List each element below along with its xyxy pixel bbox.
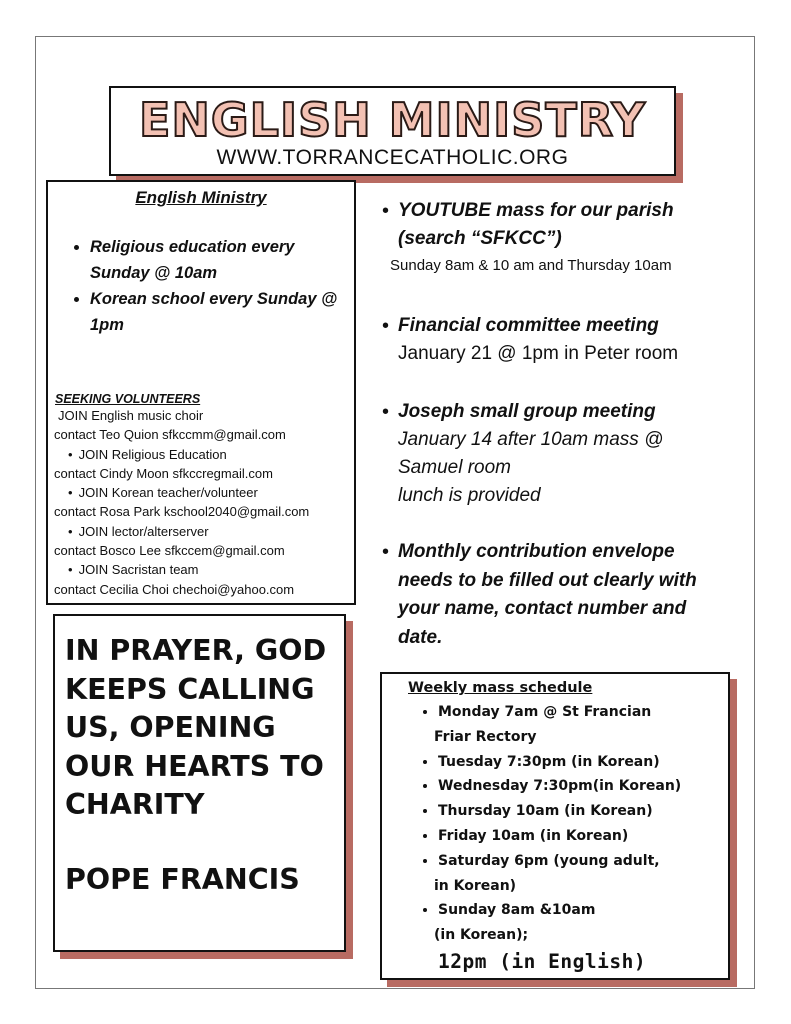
volunteer-line: JOIN English music choir bbox=[58, 408, 204, 423]
announcement-detail: lunch is provided bbox=[398, 485, 541, 506]
announcement-title: (search “SFKCC”) bbox=[398, 228, 562, 249]
announcements bbox=[380, 197, 740, 652]
ministry-info-box bbox=[46, 180, 356, 605]
mass-schedule-title: Weekly mass schedule bbox=[408, 680, 593, 696]
announcement-detail: Sunday 8am & 10 am and Thursday 10am bbox=[390, 257, 672, 274]
mass-item bbox=[438, 799, 718, 824]
quote-box bbox=[53, 614, 346, 952]
mass-english-time: 12pm (in English) bbox=[438, 949, 647, 973]
announcement-line: date. bbox=[398, 626, 443, 648]
mass-item-cont: (in Korean); bbox=[434, 927, 529, 944]
volunteer-contact: contact Bosco Lee sfkccem@gmail.com bbox=[54, 543, 285, 559]
mass-item-cont: Friar Rectory bbox=[434, 728, 537, 745]
mass-item-text: Tuesday 7:30pm (in Korean) bbox=[438, 753, 660, 770]
announcement-detail: January 14 after 10am mass @ bbox=[398, 429, 664, 450]
announcement-joseph bbox=[380, 398, 740, 510]
website-url: WWW.TORRANCECATHOLIC.ORG bbox=[216, 146, 569, 169]
mass-item-text: Wednesday 7:30pm(in Korean) bbox=[438, 778, 682, 795]
mass-item-text: Sunday 8am &10am bbox=[438, 902, 596, 919]
announcement-youtube bbox=[380, 197, 740, 279]
mass-item bbox=[434, 700, 718, 750]
volunteer-line: • JOIN lector/alterserver bbox=[54, 522, 348, 541]
list-item: • Religious education every Sunday @ 10am bbox=[90, 234, 348, 286]
quote-author: POPE FRANCIS bbox=[65, 862, 300, 896]
ministry-list bbox=[54, 234, 348, 338]
announcement-line: • Monthly contribution envelope bbox=[398, 541, 675, 562]
mass-item bbox=[438, 750, 718, 775]
page-title: ENGLISH MINISTRY bbox=[139, 93, 646, 147]
mass-item bbox=[438, 824, 718, 849]
announcement-line: needs to be filled out clearly with bbox=[398, 569, 697, 591]
header-banner bbox=[109, 86, 676, 176]
volunteer-line: • JOIN Sacristan team bbox=[54, 560, 348, 579]
quote-line: KEEPS CALLING bbox=[65, 672, 315, 706]
mass-schedule-list bbox=[392, 700, 718, 948]
volunteer-line: • JOIN Religious Education bbox=[54, 445, 348, 464]
volunteers-heading: SEEKING VOLUNTEERS bbox=[55, 392, 201, 406]
announcement-detail: Samuel room bbox=[398, 457, 511, 478]
volunteer-contact: contact Cindy Moon sfkccregmail.com bbox=[54, 465, 273, 481]
quote-line: IN PRAYER, GOD bbox=[65, 634, 327, 667]
mass-schedule-box bbox=[380, 672, 730, 980]
mass-item-text: Thursday 10am (in Korean) bbox=[438, 803, 653, 820]
announcement-title: • Financial committee meeting bbox=[398, 315, 659, 336]
ministry-heading: English Ministry bbox=[135, 188, 267, 207]
volunteer-contact: contact Rosa Park kschool2040@gmail.com bbox=[54, 504, 310, 520]
list-item: • Korean school every Sunday @ 1pm bbox=[90, 286, 348, 338]
mass-item-text: Friday 10am (in Korean) bbox=[438, 827, 629, 844]
announcement-line: your name, contact number and bbox=[398, 598, 687, 619]
mass-item bbox=[438, 774, 718, 799]
quote-line: OUR HEARTS TO bbox=[65, 749, 324, 783]
mass-item-text: Saturday 6pm (young adult, bbox=[438, 852, 660, 869]
announcement-title: • YOUTUBE mass for our parish bbox=[398, 200, 674, 221]
quote-text bbox=[65, 632, 334, 825]
announcement-envelope bbox=[380, 538, 740, 652]
announcement-title: • Joseph small group meeting bbox=[398, 401, 656, 422]
mass-item-cont: in Korean) bbox=[434, 877, 517, 894]
quote-line: CHARITY bbox=[65, 788, 205, 821]
announcement-detail: January 21 @ 1pm in Peter room bbox=[398, 343, 679, 364]
volunteer-contact: contact Teo Quion sfkccmm@gmail.com bbox=[54, 427, 286, 443]
quote-line: US, OPENING bbox=[65, 711, 276, 744]
mass-item bbox=[434, 849, 718, 899]
volunteer-contact: contact Cecilia Choi chechoi@yahoo.com bbox=[54, 581, 295, 597]
announcement-financial bbox=[380, 312, 740, 368]
mass-item-text: Monday 7am @ St Francian bbox=[438, 704, 652, 720]
mass-item bbox=[434, 898, 718, 948]
volunteer-line: • JOIN Korean teacher/volunteer bbox=[54, 483, 348, 502]
